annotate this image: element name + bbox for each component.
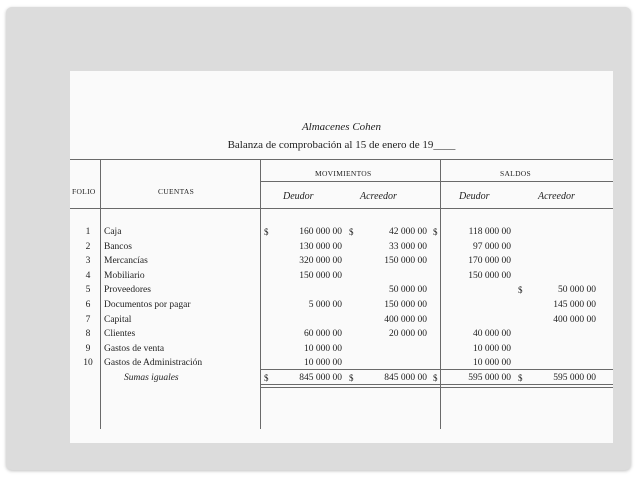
cuenta-cell: Caja <box>104 227 122 237</box>
table-row <box>70 285 613 297</box>
saldo-acreedor-cell: 400 000 00 <box>553 314 596 325</box>
table-row <box>70 227 613 239</box>
mov-acreedor-cell: 20 000 00 <box>389 329 427 340</box>
folio-cell: 9 <box>85 343 91 354</box>
cuenta-cell: Mercancías <box>104 256 148 267</box>
header-saldo-deudor: Deudor <box>459 191 490 202</box>
folio-cell: 10 <box>83 358 93 369</box>
currency-sign: $ <box>518 373 523 383</box>
saldo-deudor-cell: 97 000 00 <box>473 241 511 252</box>
header-mov-deudor: Deudor <box>283 191 314 202</box>
saldo-deudor-cell: 10 000 00 <box>473 358 511 369</box>
total-saldo-deudor: 595 000 00 <box>468 373 511 383</box>
folio-cell: 8 <box>85 329 91 340</box>
table-row <box>70 344 613 356</box>
cuenta-cell: Proveedores <box>104 285 151 296</box>
mov-deudor-cell: 150 000 00 <box>299 270 342 281</box>
total-mov-acreedor: 845 000 00 <box>384 373 427 383</box>
folio-cell: 1 <box>85 227 91 237</box>
folio-cell: 3 <box>85 256 91 267</box>
saldo-acreedor-cell: 50 000 00 <box>558 285 596 296</box>
saldo-deudor-cell: 170 000 00 <box>468 256 511 267</box>
folio-cell: 5 <box>85 285 91 296</box>
cuenta-cell: Capital <box>104 314 132 325</box>
mov-deudor-cell: 130 000 00 <box>299 241 342 252</box>
currency-sign: $ <box>433 227 438 237</box>
cuenta-cell: Documentos por pagar <box>104 300 191 310</box>
table-row <box>70 271 613 283</box>
saldo-acreedor-cell: 145 000 00 <box>553 300 596 310</box>
currency-sign: $ <box>518 285 523 296</box>
mov-deudor-cell: 5 000 00 <box>308 300 342 310</box>
totals-double-rule-2 <box>260 387 613 388</box>
cuenta-cell: Mobiliario <box>104 270 145 281</box>
company-name: Almacenes Cohen <box>301 121 382 133</box>
mov-acreedor-cell: 50 000 00 <box>389 285 427 296</box>
mov-acreedor-cell: 150 000 00 <box>384 300 427 310</box>
document-subtitle: Balanza de comprobación al 15 de enero de 19____ <box>227 139 456 151</box>
folio-cell: 7 <box>85 314 91 325</box>
saldo-deudor-cell: 118 000 00 <box>468 227 511 237</box>
mov-acreedor-cell: 400 000 00 <box>384 314 427 325</box>
header-mov-acreedor: Acreedor <box>360 191 397 202</box>
saldo-deudor-cell: 150 000 00 <box>468 270 511 281</box>
cuenta-cell: Gastos de venta <box>104 343 165 354</box>
table-row <box>70 358 613 370</box>
document-page <box>70 71 613 443</box>
mov-deudor-cell: 10 000 00 <box>304 343 342 354</box>
folio-cell: 6 <box>85 300 91 310</box>
table-row <box>70 300 613 312</box>
table-row <box>70 242 613 254</box>
slide-frame <box>6 7 631 470</box>
header-cuentas: CUENTAS <box>158 187 195 196</box>
mov-deudor-cell: 10 000 00 <box>304 358 342 369</box>
mov-acreedor-cell: 42 000 00 <box>389 227 427 237</box>
header-saldos: SALDOS <box>500 169 531 178</box>
cuenta-cell: Clientes <box>104 329 136 340</box>
total-saldo-acreedor: 595 000 00 <box>553 373 596 383</box>
header-saldo-acreedor: Acreedor <box>538 191 575 202</box>
total-mov-deudor: 845 000 00 <box>299 373 342 383</box>
folio-cell: 4 <box>85 270 91 281</box>
currency-sign: $ <box>349 373 354 383</box>
header-folio: FOLIO <box>72 187 96 196</box>
currency-sign: $ <box>349 227 354 237</box>
table-top-rule <box>70 159 613 160</box>
saldo-deudor-cell: 10 000 00 <box>473 343 511 354</box>
subheader-rule <box>260 181 613 182</box>
mov-acreedor-cell: 33 000 00 <box>389 241 427 252</box>
mov-deudor-cell: 320 000 00 <box>299 256 342 267</box>
header-movimientos: MOVIMIENTOS <box>315 169 372 178</box>
cuenta-cell: Gastos de Administración <box>104 358 203 369</box>
table-row <box>70 329 613 341</box>
currency-sign: $ <box>264 227 269 237</box>
header-bottom-rule <box>70 208 613 209</box>
folio-cell: 2 <box>85 241 91 252</box>
mov-deudor-cell: 160 000 00 <box>299 227 342 237</box>
currency-sign: $ <box>264 373 269 383</box>
mov-acreedor-cell: 150 000 00 <box>384 256 427 267</box>
table-row <box>70 256 613 268</box>
cuenta-cell: Bancos <box>104 241 132 252</box>
table-row <box>70 315 613 327</box>
saldo-deudor-cell: 40 000 00 <box>473 329 511 340</box>
currency-sign: $ <box>433 373 438 383</box>
totals-row <box>70 373 613 385</box>
totals-label: Sumas iguales <box>124 373 179 383</box>
mov-deudor-cell: 60 000 00 <box>304 329 342 340</box>
